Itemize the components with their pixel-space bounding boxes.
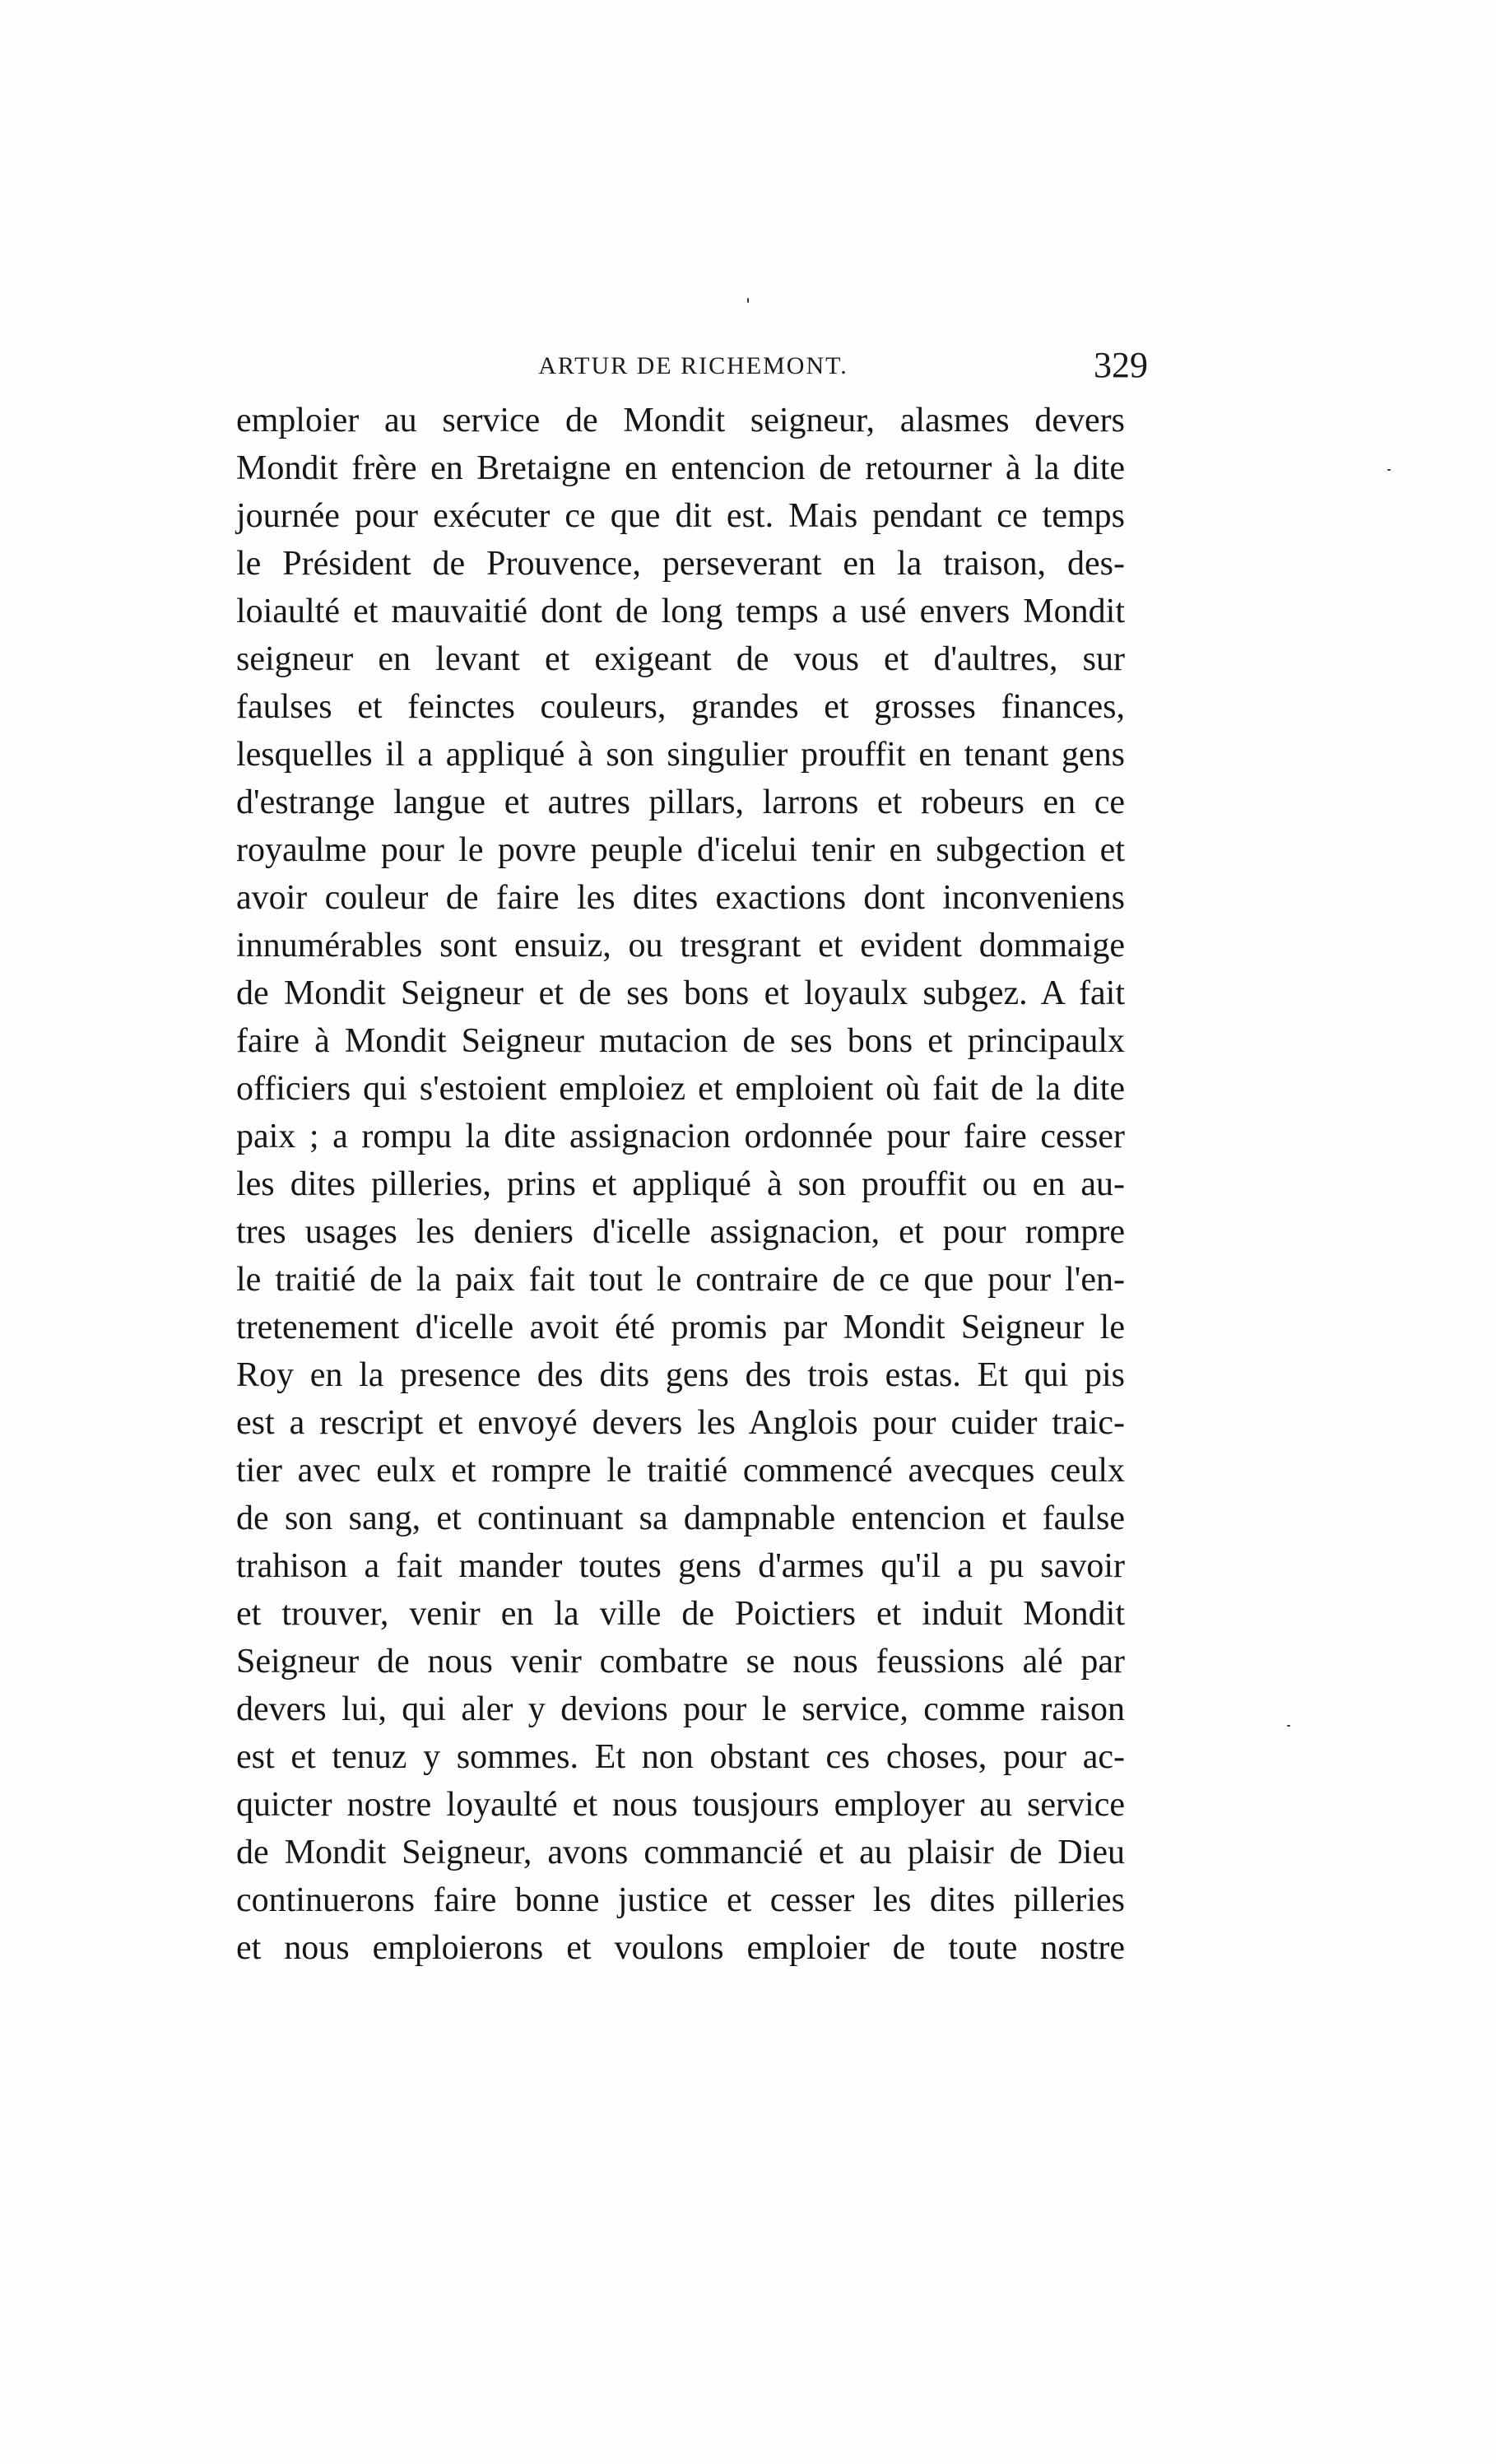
text-line: devers lui, qui aler y devions pour le service, comme raison xyxy=(236,1690,1125,1728)
text-line: le Président de Prouvence, perseverant en la traison, des- xyxy=(236,545,1125,583)
text-line: et nous emploierons et voulons emploier de toute nostre xyxy=(236,1929,1125,1967)
text-line: est a rescript et envoyé devers les Anglois pour cuider traic- xyxy=(236,1404,1125,1442)
text-line: innumérables sont ensuiz, ou tresgrant et evident dommaige xyxy=(236,927,1125,965)
running-title: ARTUR DE RICHEMONT. xyxy=(538,352,848,379)
text-line: emploier au service de Mondit seigneur, alasmes devers xyxy=(236,402,1125,439)
text-line: le traitié de la paix fait tout le contraire de ce que pour l'en- xyxy=(236,1261,1125,1299)
text-line: de Mondit Seigneur et de ses bons et loyaulx subgez. A fait xyxy=(236,974,1125,1012)
text-line: Mondit frère en Bretaigne en entencion de retourner à la dite xyxy=(236,449,1125,487)
text-line: est et tenuz y sommes. Et non obstant ces choses, pour ac- xyxy=(236,1738,1125,1776)
text-line: seigneur en levant et exigeant de vous et d'aultres, sur xyxy=(236,640,1125,678)
text-line: faire à Mondit Seigneur mutacion de ses bons et principaulx xyxy=(236,1022,1125,1060)
text-line: royaulme pour le povre peuple d'icelui tenir en subgection et xyxy=(236,831,1125,869)
text-line: continuerons faire bonne justice et cesser les dites pilleries xyxy=(236,1881,1125,1919)
text-line: de son sang, et continuant sa dampnable entencion et faulse xyxy=(236,1499,1125,1537)
text-line: et trouver, venir en la ville de Poictiers et induit Mondit xyxy=(236,1595,1125,1633)
text-line: trahison a fait mander toutes gens d'armes qu'il a pu savoir xyxy=(236,1547,1125,1585)
text-line: tres usages les deniers d'icelle assignacion, et pour rompre xyxy=(236,1213,1125,1251)
text-line: loiaulté et mauvaitié dont de long temps a usé envers Mondit xyxy=(236,593,1125,630)
body-text xyxy=(236,397,1125,1972)
text-line: officiers qui s'estoient emploiez et emploient où fait de la dite xyxy=(236,1070,1125,1108)
text-line: les dites pilleries, prins et appliqué à son prouffit ou en au- xyxy=(236,1165,1125,1203)
scan-speck xyxy=(1287,1725,1290,1727)
scan-speck xyxy=(1387,469,1391,471)
text-line: paix ; a rompu la dite assignacion ordonnée pour faire cesser xyxy=(236,1118,1125,1155)
text-line: de Mondit Seigneur, avons commancié et au plaisir de Dieu xyxy=(236,1834,1125,1871)
page-number: 329 xyxy=(1094,345,1148,385)
text-line: faulses et feinctes couleurs, grandes et grosses finances, xyxy=(236,688,1125,726)
text-line: journée pour exécuter ce que dit est. Mais pendant ce temps xyxy=(236,497,1125,535)
text-line: lesquelles il a appliqué à son singulier prouffit en tenant gens xyxy=(236,736,1125,774)
text-line: tier avec eulx et rompre le traitié commencé avecques ceulx xyxy=(236,1452,1125,1490)
text-line: avoir couleur de faire les dites exactions dont inconveniens xyxy=(236,879,1125,917)
text-line: Seigneur de nous venir combatre se nous feussions alé par xyxy=(236,1643,1125,1681)
scan-speck xyxy=(747,298,749,303)
page-header xyxy=(239,344,1148,393)
text-line: tretenement d'icelle avoit été promis par Mondit Seigneur le xyxy=(236,1309,1125,1346)
text-line: d'estrange langue et autres pillars, larrons et robeurs en ce xyxy=(236,783,1125,821)
text-line: quicter nostre loyaulté et nous tousjours employer au service xyxy=(236,1786,1125,1824)
text-line: Roy en la presence des dits gens des trois estas. Et qui pis xyxy=(236,1356,1125,1394)
